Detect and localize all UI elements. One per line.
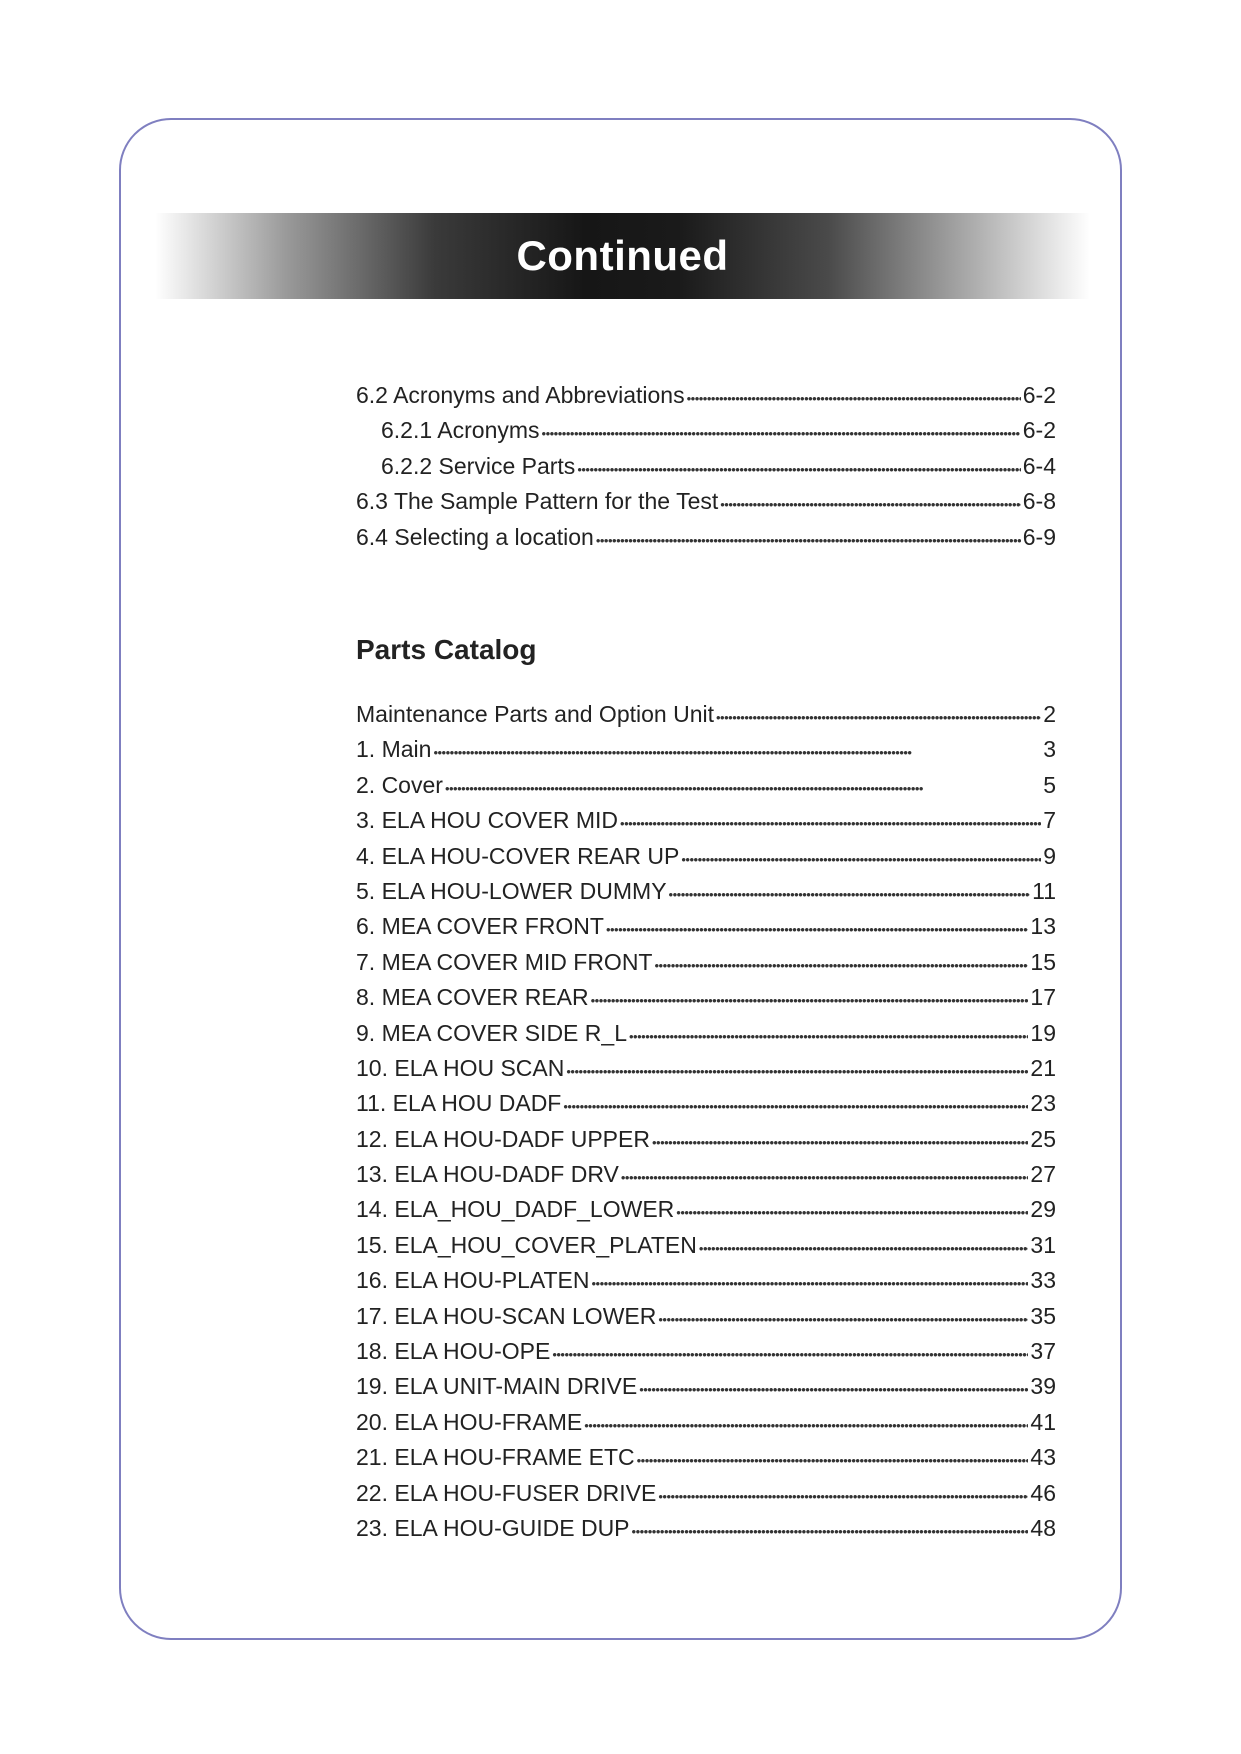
toc-entry-page: 43: [1030, 1444, 1056, 1471]
dot-leader: [720, 497, 1021, 512]
toc-entry-page: 37: [1030, 1338, 1056, 1365]
toc-entry-label: 10. ELA HOU SCAN: [356, 1054, 565, 1081]
toc-entry-page: 29: [1030, 1196, 1056, 1223]
dot-leader: [592, 1276, 1029, 1291]
toc-entry[interactable]: [356, 1480, 1056, 1515]
toc-entry-page: 35: [1030, 1302, 1056, 1329]
toc-entry[interactable]: [356, 878, 1056, 913]
toc-entry[interactable]: [356, 984, 1056, 1019]
toc-entry-page: 6-2: [1022, 382, 1056, 408]
toc-entry[interactable]: [356, 1055, 1056, 1090]
toc-entry[interactable]: [356, 1338, 1056, 1373]
toc-entry-label: 5. ELA HOU-LOWER DUMMY: [356, 877, 667, 904]
toc-entry-page: 6-9: [1022, 523, 1056, 550]
toc-entry[interactable]: [356, 1409, 1056, 1444]
dot-leader: [639, 1382, 1028, 1397]
toc-entry[interactable]: [356, 772, 1056, 807]
toc-entry[interactable]: [356, 1373, 1056, 1408]
toc-entry-label: 19. ELA UNIT-MAIN DRIVE: [356, 1373, 638, 1400]
toc-entry-label: 16. ELA HOU-PLATEN: [356, 1267, 590, 1294]
toc-entry-label: 7. MEA COVER MID FRONT: [356, 948, 653, 975]
toc-entry-page: 31: [1030, 1231, 1056, 1258]
dot-leader: [658, 1489, 1028, 1504]
dot-leader: [433, 745, 1041, 760]
toc-entry[interactable]: [356, 1090, 1056, 1125]
toc-entry-label: 23. ELA HOU-GUIDE DUP: [356, 1514, 630, 1541]
contents-list: [356, 382, 1056, 559]
toc-entry[interactable]: [356, 417, 1056, 452]
toc-entry-label: 6.2.1 Acronyms: [381, 417, 540, 444]
toc-entry-page: 46: [1030, 1479, 1056, 1506]
toc-entry-label: 9. MEA COVER SIDE R_L: [356, 1019, 627, 1046]
toc-entry-label: 6.2.2 Service Parts: [381, 452, 576, 479]
toc-entry[interactable]: [356, 807, 1056, 842]
toc-entry-label: 13. ELA HOU-DADF DRV: [356, 1161, 619, 1188]
toc-entry[interactable]: [356, 1126, 1056, 1161]
dot-leader: [637, 1453, 1029, 1468]
dot-leader: [632, 1524, 1029, 1539]
toc-entry-page: 19: [1030, 1019, 1056, 1046]
toc-entry-label: 12. ELA HOU-DADF UPPER: [356, 1125, 650, 1152]
dot-leader: [699, 1241, 1029, 1256]
toc-entry-label: 6.3 The Sample Pattern for the Test: [356, 488, 719, 515]
toc-entry[interactable]: [356, 488, 1056, 523]
toc-entry-label: 22. ELA HOU-FUSER DRIVE: [356, 1479, 657, 1506]
toc-entry[interactable]: [356, 736, 1056, 771]
toc-entry-label: 6.2 Acronyms and Abbreviations: [356, 382, 685, 408]
toc-entry-page: 48: [1030, 1514, 1056, 1541]
dot-leader: [577, 462, 1020, 477]
toc-entry[interactable]: [356, 382, 1056, 417]
dot-leader: [584, 1418, 1028, 1433]
dot-leader: [621, 1170, 1029, 1185]
toc-entry[interactable]: [356, 1196, 1056, 1231]
toc-entry[interactable]: [356, 1515, 1056, 1550]
toc-entry[interactable]: [356, 1444, 1056, 1479]
toc-entry-label: 8. MEA COVER REAR: [356, 984, 589, 1011]
toc-entry[interactable]: [356, 1232, 1056, 1267]
dot-leader: [681, 852, 1041, 867]
dot-leader: [652, 1135, 1028, 1150]
toc-entry[interactable]: [356, 524, 1056, 559]
toc-entry-label: Maintenance Parts and Option Unit: [356, 701, 714, 727]
dot-leader: [542, 426, 1021, 441]
toc-entry-page: 3: [1043, 736, 1056, 763]
toc-entry-page: 6-4: [1022, 452, 1056, 479]
page-title: Continued: [516, 232, 729, 279]
toc-entry-label: 4. ELA HOU-COVER REAR UP: [356, 842, 680, 869]
dot-leader: [445, 781, 1041, 796]
parts-catalog-list: [356, 701, 1056, 1550]
dot-leader: [566, 1064, 1028, 1079]
toc-entry-page: 25: [1030, 1125, 1056, 1152]
toc-entry-label: 2. Cover: [356, 771, 443, 798]
dot-leader: [687, 391, 1021, 406]
toc-entry-label: 20. ELA HOU-FRAME: [356, 1408, 583, 1435]
toc-entry-label: 11. ELA HOU DADF: [356, 1090, 562, 1117]
toc-entry-page: 5: [1043, 771, 1056, 798]
toc-entry-label: 18. ELA HOU-OPE: [356, 1338, 551, 1365]
toc-entry-page: 9: [1043, 842, 1056, 869]
dot-leader: [669, 887, 1031, 902]
toc-entry[interactable]: [356, 453, 1056, 488]
toc-entry-page: 21: [1030, 1054, 1056, 1081]
toc-entry[interactable]: [356, 949, 1056, 984]
toc-entry-label: 17. ELA HOU-SCAN LOWER: [356, 1302, 657, 1329]
dot-leader: [563, 1099, 1028, 1114]
toc-entry-label: 21. ELA HOU-FRAME ETC: [356, 1444, 635, 1471]
section-title-parts-catalog: Parts Catalog: [356, 634, 537, 665]
toc-entry-page: 7: [1043, 807, 1056, 834]
toc-entry-page: 33: [1030, 1267, 1056, 1294]
toc-entry-page: 6-8: [1022, 488, 1056, 515]
toc-entry[interactable]: [356, 1161, 1056, 1196]
toc-entry-label: 6. MEA COVER FRONT: [356, 913, 604, 940]
toc-entry-page: 17: [1030, 984, 1056, 1011]
toc-entry-page: 39: [1030, 1373, 1056, 1400]
toc-entry[interactable]: [356, 843, 1056, 878]
toc-entry[interactable]: [356, 1303, 1056, 1338]
toc-entry-label: 6.4 Selecting a location: [356, 523, 594, 550]
toc-entry-page: 27: [1030, 1161, 1056, 1188]
dot-leader: [658, 1312, 1028, 1327]
toc-entry-page: 41: [1030, 1408, 1056, 1435]
toc-entry-label: 14. ELA_HOU_DADF_LOWER: [356, 1196, 675, 1223]
dot-leader: [596, 533, 1021, 548]
toc-entry-label: 15. ELA_HOU_COVER_PLATEN: [356, 1231, 697, 1258]
dot-leader: [654, 958, 1028, 973]
toc-entry-page: 15: [1030, 948, 1056, 975]
dot-leader: [676, 1205, 1028, 1220]
toc-entry[interactable]: [356, 701, 1056, 736]
toc-entry-page: 23: [1030, 1090, 1056, 1117]
dot-leader: [552, 1347, 1028, 1362]
dot-leader: [716, 710, 1041, 725]
toc-entry-page: 13: [1030, 913, 1056, 940]
dot-leader: [620, 816, 1041, 831]
dot-leader: [591, 993, 1029, 1008]
toc-entry[interactable]: [356, 1020, 1056, 1055]
toc-entry[interactable]: [356, 1267, 1056, 1302]
toc-entry-page: 6-2: [1022, 417, 1056, 444]
toc-entry-page: 11: [1032, 877, 1056, 904]
toc-entry-page: 2: [1043, 701, 1056, 727]
dot-leader: [629, 1029, 1028, 1044]
dot-leader: [606, 922, 1028, 937]
toc-entry[interactable]: [356, 913, 1056, 948]
toc-entry-label: 1. Main: [356, 736, 432, 763]
toc-entry-label: 3. ELA HOU COVER MID: [356, 807, 619, 834]
header-banner: [155, 213, 1090, 299]
